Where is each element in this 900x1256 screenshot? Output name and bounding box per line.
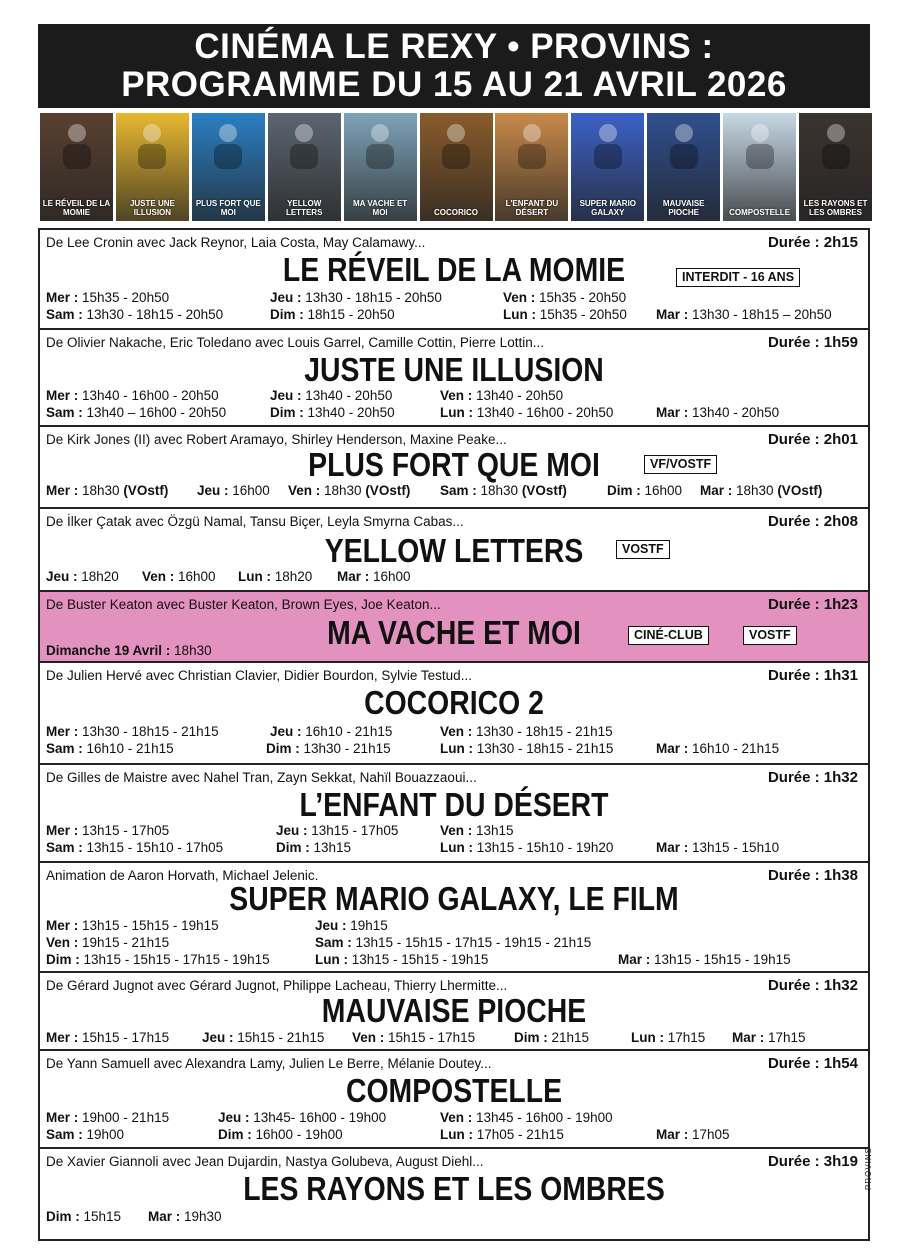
poster-title: LE RÉVEIL DE LA MOMIE — [42, 199, 111, 217]
showtime-times: 13h15 - 15h15 - 17h15 - 19h15 - 21h15 — [355, 935, 592, 950]
poster-figure-icon — [656, 117, 712, 169]
movie-title: PLUS FORT QUE MOI — [308, 446, 600, 483]
showtime — [514, 1030, 589, 1046]
showtime — [732, 1030, 806, 1046]
movie-title: MAUVAISE PIOCHE — [321, 992, 587, 1029]
showtime-day: Mer : — [46, 1110, 83, 1125]
movie-title: COMPOSTELLE — [345, 1072, 563, 1109]
movie-duration: Durée : 1h54 — [767, 1055, 858, 1072]
poster-title: SUPER MARIO GALAXY — [579, 199, 637, 217]
showtime — [46, 918, 219, 934]
showtime-day: Dim : — [46, 952, 84, 967]
showtime-day: Ven : — [503, 290, 540, 305]
showtime-day: Mar : — [700, 483, 737, 498]
showtime — [656, 840, 779, 856]
program-grid — [38, 228, 870, 1241]
showtime-day: Mar : — [337, 569, 374, 584]
movie-block — [40, 1051, 868, 1149]
showtime — [440, 840, 613, 856]
movie-badge: VOSTF — [616, 540, 670, 559]
movie-badge: CINÉ-CLUB — [628, 626, 709, 645]
showtime-version: (VOstf) — [365, 483, 411, 498]
showtime-day: Dim : — [276, 840, 314, 855]
showtime-times: 13h30 - 18h15 - 20h50 — [86, 307, 224, 322]
showtime-day: Mar : — [656, 741, 693, 756]
poster-figure-icon — [352, 117, 408, 169]
showtime-day: Dim : — [270, 405, 308, 420]
showtime — [46, 1209, 121, 1225]
showtime-times: 17h05 — [692, 1127, 730, 1142]
showtime-times: 16h00 — [373, 569, 411, 584]
showtime — [46, 952, 270, 968]
showtime-times: 19h30 — [184, 1209, 222, 1224]
showtime — [218, 1127, 343, 1143]
showtime-times: 19h00 - 21h15 — [82, 1110, 170, 1125]
showtime — [440, 823, 514, 839]
showtime-day: Dim : — [607, 483, 645, 498]
showtime-day: Jeu : — [202, 1030, 238, 1045]
showtime-day: Lun : — [238, 569, 275, 584]
showtime — [276, 840, 351, 856]
showtime-day: Mar : — [656, 840, 693, 855]
showtime-day: Lun : — [631, 1030, 668, 1045]
showtime-times: 19h15 — [350, 918, 388, 933]
showtime-times: 13h15 - 17h05 — [82, 823, 170, 838]
showtime — [440, 724, 613, 740]
movie-poster — [723, 113, 796, 221]
showtime-times: 18h20 — [81, 569, 119, 584]
movie-credits: De Xavier Giannoli avec Jean Dujardin, Nastya Golubeva, August Diehl... — [46, 1154, 484, 1169]
showtime-day: Mer : — [46, 823, 83, 838]
showtime-times: 13h15 - 17h05 — [311, 823, 399, 838]
showtime — [631, 1030, 705, 1046]
movie-block — [40, 230, 868, 330]
showtime — [315, 952, 488, 968]
page-header — [38, 24, 870, 108]
showtime — [288, 483, 410, 499]
showtime-day: Ven : — [440, 724, 477, 739]
poster-title: COCORICO — [434, 208, 478, 217]
movie-poster — [40, 113, 113, 221]
movie-block — [40, 509, 868, 592]
showtime-times: 15h35 - 20h50 — [82, 290, 170, 305]
showtime — [352, 1030, 475, 1046]
showtime-times: 13h40 - 20h50 — [307, 405, 395, 420]
showtime-times: 13h15 - 15h15 - 17h15 - 19h15 — [83, 952, 270, 967]
movie-credits: De Buster Keaton avec Buster Keaton, Brown Eyes, Joe Keaton... — [46, 597, 441, 612]
showtime-day: Sam : — [46, 1127, 87, 1142]
showtime-times: 13h15 — [313, 840, 352, 855]
showtime-times: 13h40 – 16h00 - 20h50 — [86, 405, 227, 420]
showtime — [607, 483, 682, 499]
showtime-day: Mar : — [148, 1209, 185, 1224]
movie-title: YELLOW LETTERS — [324, 532, 584, 569]
showtime-day: Ven : — [352, 1030, 389, 1045]
showtime-times: 13h30 - 18h15 - 21h15 — [476, 724, 613, 739]
showtime-times: 13h15 - 15h10 - 19h20 — [476, 840, 614, 855]
movie-duration: Durée : 2h15 — [767, 234, 858, 251]
movie-credits: De Kirk Jones (II) avec Robert Aramayo, Shirley Henderson, Maxine Peake... — [46, 432, 507, 447]
poster-figure-icon — [124, 117, 180, 169]
poster-title: PLUS FORT QUE MOI — [195, 199, 261, 217]
showtime-day: Sam : — [46, 307, 87, 322]
showtime-times: 18h30 — [324, 483, 366, 498]
showtime-day: Ven : — [142, 569, 179, 584]
showtime-day: Ven : — [440, 388, 477, 403]
showtime-day: Lun : — [440, 405, 477, 420]
showtime — [337, 569, 411, 585]
movie-duration: Durée : 1h38 — [767, 867, 858, 884]
movie-credits: Animation de Aaron Horvath, Michael Jelenic. — [46, 868, 319, 883]
showtime-times: 18h20 — [274, 569, 313, 584]
showtime-times: 16h00 — [178, 569, 216, 584]
showtime-day: Jeu : — [270, 290, 306, 305]
showtime — [46, 290, 169, 306]
movie-poster — [116, 113, 189, 221]
showtime-times: 13h15 - 15h10 - 17h05 — [86, 840, 224, 855]
showtime-times: 15h15 - 21h15 — [237, 1030, 325, 1045]
showtime-times: 13h45- 16h00 - 19h00 — [253, 1110, 387, 1125]
movie-poster — [571, 113, 644, 221]
showtime-day: Dim : — [270, 307, 308, 322]
showtime-day: Ven : — [440, 1110, 477, 1125]
showtime-day: Mar : — [618, 952, 655, 967]
showtime-day: Lun : — [440, 741, 477, 756]
showtime-times: 16h10 - 21h15 — [86, 741, 174, 756]
movie-title: LE RÉVEIL DE LA MOMIE — [282, 251, 626, 288]
showtime-day: Jeu : — [276, 823, 312, 838]
showtime — [270, 307, 395, 323]
movie-poster — [799, 113, 872, 221]
showtime-version: (VOstf) — [123, 483, 169, 498]
movie-credits: De Julien Hervé avec Christian Clavier, Didier Bourdon, Sylvie Testud... — [46, 668, 472, 683]
showtime — [266, 741, 391, 757]
showtime-times: 13h40 - 20h50 — [692, 405, 780, 420]
poster-strip — [40, 113, 870, 221]
showtime-times: 17h15 — [667, 1030, 706, 1045]
movie-credits: De Lee Cronin avec Jack Reynor, Laia Costa, May Calamawy... — [46, 235, 426, 250]
movie-title: SUPER MARIO GALAXY, LE FILM — [229, 880, 679, 917]
showtime-times: 15h15 - 17h15 — [82, 1030, 170, 1045]
showtime-times: 13h15 - 15h15 - 19h15 — [82, 918, 219, 933]
showtime-times: 16h00 — [232, 483, 270, 498]
showtime-times: 16h10 - 21h15 — [305, 724, 393, 739]
poster-figure-icon — [580, 117, 636, 169]
showtime — [656, 307, 832, 323]
showtime-day: Dim : — [514, 1030, 552, 1045]
showtime — [46, 569, 119, 585]
showtime — [46, 823, 169, 839]
movie-duration: Durée : 3h19 — [767, 1153, 858, 1170]
showtime-times: 15h15 - 17h15 — [388, 1030, 476, 1045]
showtime-times: 15h35 - 20h50 — [539, 307, 627, 322]
poster-figure-icon — [504, 117, 560, 169]
showtime-times: 13h15 - 15h15 - 19h15 — [351, 952, 489, 967]
showtime — [46, 935, 169, 951]
showtime — [148, 1209, 222, 1225]
movie-poster — [647, 113, 720, 221]
showtime — [46, 307, 223, 323]
showtime-times: 13h40 - 16h00 - 20h50 — [476, 405, 614, 420]
showtime — [238, 569, 312, 585]
poster-title: JUSTE UNE ILLUSION — [129, 199, 175, 217]
poster-figure-icon — [732, 117, 788, 169]
showtime — [276, 823, 398, 839]
showtime-times: 18h30 — [736, 483, 778, 498]
showtime-day: Mar : — [656, 1127, 693, 1142]
poster-title: COMPOSTELLE — [729, 208, 791, 217]
showtime-day: Mer : — [46, 388, 83, 403]
movie-duration: Durée : 1h32 — [767, 977, 858, 994]
movie-block — [40, 663, 868, 765]
showtime-times: 19h15 - 21h15 — [82, 935, 170, 950]
showtime-times: 13h30 - 18h15 - 20h50 — [305, 290, 442, 305]
movie-block — [40, 330, 868, 427]
showtime — [700, 483, 822, 499]
showtime-day: Sam : — [46, 741, 87, 756]
movie-badge: VF/VOSTF — [644, 455, 717, 474]
showtime-times: 13h40 - 20h50 — [476, 388, 564, 403]
showtime — [656, 1127, 730, 1143]
side-mark: PROVINS — [864, 1146, 873, 1190]
showtime-times: 17h05 - 21h15 — [476, 1127, 564, 1142]
movie-badge: INTERDIT - 16 ANS — [676, 268, 800, 287]
movie-title: MA VACHE ET MOI — [327, 614, 581, 651]
showtime — [656, 405, 779, 421]
showtime — [440, 483, 567, 499]
showtime — [46, 1127, 124, 1143]
showtime — [270, 290, 442, 306]
showtime — [618, 952, 791, 968]
poster-figure-icon — [49, 117, 105, 169]
showtime-day: Sam : — [440, 483, 481, 498]
showtime — [46, 724, 219, 740]
movie-duration: Durée : 1h31 — [767, 667, 858, 684]
poster-title: LES RAYONS ET LES OMBRES — [803, 199, 868, 217]
showtime-version: (VOstf) — [521, 483, 567, 498]
showtime-times: 16h10 - 21h15 — [692, 741, 780, 756]
poster-title: L'ENFANT DU DÉSERT — [505, 199, 559, 217]
showtime-times: 13h15 - 15h15 - 19h15 — [654, 952, 791, 967]
showtime-version: (VOstf) — [777, 483, 823, 498]
showtime-day: Ven : — [288, 483, 325, 498]
showtime — [315, 935, 591, 951]
showtime-day: Lun : — [440, 840, 477, 855]
header-title-line2: PROGRAMME DU 15 AU 21 AVRIL 2026 — [121, 65, 787, 104]
movie-badge: VOSTF — [743, 626, 797, 645]
showtime-times: 15h35 - 20h50 — [539, 290, 627, 305]
movie-credits: De Gilles de Maistre avec Nahel Tran, Zayn Sekkat, Nahïl Bouazzaoui... — [46, 770, 477, 785]
showtime — [315, 918, 388, 934]
showtime — [270, 724, 392, 740]
movie-block — [40, 863, 868, 973]
showtime — [440, 1110, 613, 1126]
poster-figure-icon — [200, 117, 256, 169]
movie-credits: De İlker Çatak avec Özgü Namal, Tansu Biçer, Leyla Smyrna Cabas... — [46, 514, 464, 529]
showtime-day: Mar : — [656, 405, 693, 420]
movie-title: LES RAYONS ET LES OMBRES — [243, 1170, 665, 1207]
showtime-times: 16h00 — [644, 483, 683, 498]
showtime — [46, 1030, 169, 1046]
movie-block — [40, 592, 868, 663]
showtime — [46, 388, 219, 404]
poster-figure-icon — [276, 117, 332, 169]
movie-credits: De Olivier Nakache, Eric Toledano avec Louis Garrel, Camille Cottin, Pierre Lottin... — [46, 335, 544, 350]
showtime — [46, 643, 212, 659]
movie-poster — [495, 113, 568, 221]
poster-title: YELLOW LETTERS — [285, 199, 323, 217]
showtime-day: Ven : — [46, 935, 83, 950]
showtime — [440, 1127, 564, 1143]
showtime — [218, 1110, 386, 1126]
movie-block — [40, 427, 868, 509]
showtime-day: Jeu : — [46, 569, 82, 584]
showtime — [503, 290, 626, 306]
showtime — [46, 741, 174, 757]
movie-duration: Durée : 1h32 — [767, 769, 858, 786]
showtime-day: Mer : — [46, 290, 83, 305]
showtime-day: Jeu : — [218, 1110, 254, 1125]
showtime — [197, 483, 270, 499]
showtime — [270, 388, 392, 404]
showtime-day: Jeu : — [315, 918, 351, 933]
movie-title: JUSTE UNE ILLUSION — [304, 351, 604, 388]
showtime — [46, 840, 223, 856]
showtime — [202, 1030, 324, 1046]
movie-credits: De Gérard Jugnot avec Gérard Jugnot, Philippe Lacheau, Thierry Lhermitte... — [46, 978, 508, 993]
showtime-times: 19h00 — [86, 1127, 125, 1142]
showtime-day: Lun : — [440, 1127, 477, 1142]
showtime-day: Mer : — [46, 724, 83, 739]
poster-figure-icon — [428, 117, 484, 169]
showtime-times: 21h15 — [551, 1030, 590, 1045]
showtime — [440, 388, 563, 404]
showtime-times: 13h40 - 20h50 — [305, 388, 393, 403]
showtime — [46, 1110, 169, 1126]
showtime-times: 18h30 — [174, 643, 212, 658]
showtime-day: Dimanche 19 Avril : — [46, 643, 175, 658]
showtime — [503, 307, 627, 323]
showtime-times: 13h15 — [476, 823, 514, 838]
showtime-times: 18h30 — [480, 483, 522, 498]
header-title-line1: CINÉMA LE REXY • PROVINS : — [194, 27, 714, 66]
showtime-times: 13h30 - 18h15 - 21h15 — [82, 724, 219, 739]
showtime-times: 17h15 — [768, 1030, 806, 1045]
poster-title: MAUVAISE PIOCHE — [662, 199, 705, 217]
showtime-day: Mer : — [46, 918, 83, 933]
movie-duration: Durée : 1h23 — [767, 596, 858, 613]
showtime — [440, 741, 613, 757]
movie-poster — [268, 113, 341, 221]
poster-title: MA VACHE ET MOI — [352, 199, 408, 217]
showtime-day: Mer : — [46, 1030, 83, 1045]
movie-block — [40, 765, 868, 863]
movie-title: L’ENFANT DU DÉSERT — [299, 786, 609, 823]
showtime — [656, 741, 779, 757]
showtime — [46, 483, 168, 499]
movie-block — [40, 973, 868, 1051]
showtime-day: Jeu : — [270, 724, 306, 739]
showtime-day: Mer : — [46, 483, 83, 498]
showtime-day: Dim : — [266, 741, 304, 756]
showtime-day: Sam : — [315, 935, 356, 950]
showtime-day: Lun : — [503, 307, 540, 322]
showtime-day: Mar : — [656, 307, 693, 322]
showtime-day: Ven : — [440, 823, 477, 838]
movie-duration: Durée : 2h01 — [767, 431, 858, 448]
showtime — [270, 405, 395, 421]
showtime-times: 18h15 - 20h50 — [307, 307, 395, 322]
showtime-times: 13h30 - 21h15 — [303, 741, 391, 756]
showtime-times: 13h30 - 18h15 – 20h50 — [692, 307, 832, 322]
showtime-times: 18h30 — [82, 483, 124, 498]
movie-poster — [344, 113, 417, 221]
showtime-times: 15h15 — [83, 1209, 122, 1224]
showtime-day: Sam : — [46, 405, 87, 420]
showtime-day: Jeu : — [270, 388, 306, 403]
showtime-day: Dim : — [46, 1209, 84, 1224]
showtime-times: 16h00 - 19h00 — [255, 1127, 343, 1142]
showtime-times: 13h40 - 16h00 - 20h50 — [82, 388, 219, 403]
poster-figure-icon — [808, 117, 864, 169]
showtime-day: Mar : — [732, 1030, 769, 1045]
showtime — [142, 569, 216, 585]
movie-title: COCORICO 2 — [364, 684, 544, 721]
showtime-times: 13h15 - 15h10 — [692, 840, 780, 855]
showtime-times: 13h30 - 18h15 - 21h15 — [476, 741, 614, 756]
showtime — [46, 405, 226, 421]
movie-duration: Durée : 2h08 — [767, 513, 858, 530]
showtime-day: Lun : — [315, 952, 352, 967]
movie-credits: De Yann Samuell avec Alexandra Lamy, Julien Le Berre, Mélanie Doutey... — [46, 1056, 492, 1071]
movie-poster — [192, 113, 265, 221]
movie-duration: Durée : 1h59 — [767, 334, 858, 351]
showtime-times: 13h45 - 16h00 - 19h00 — [476, 1110, 613, 1125]
movie-poster — [420, 113, 493, 221]
movie-block — [40, 1149, 868, 1241]
showtime-day: Sam : — [46, 840, 87, 855]
showtime-day: Dim : — [218, 1127, 256, 1142]
showtime-day: Jeu : — [197, 483, 233, 498]
showtime — [440, 405, 613, 421]
